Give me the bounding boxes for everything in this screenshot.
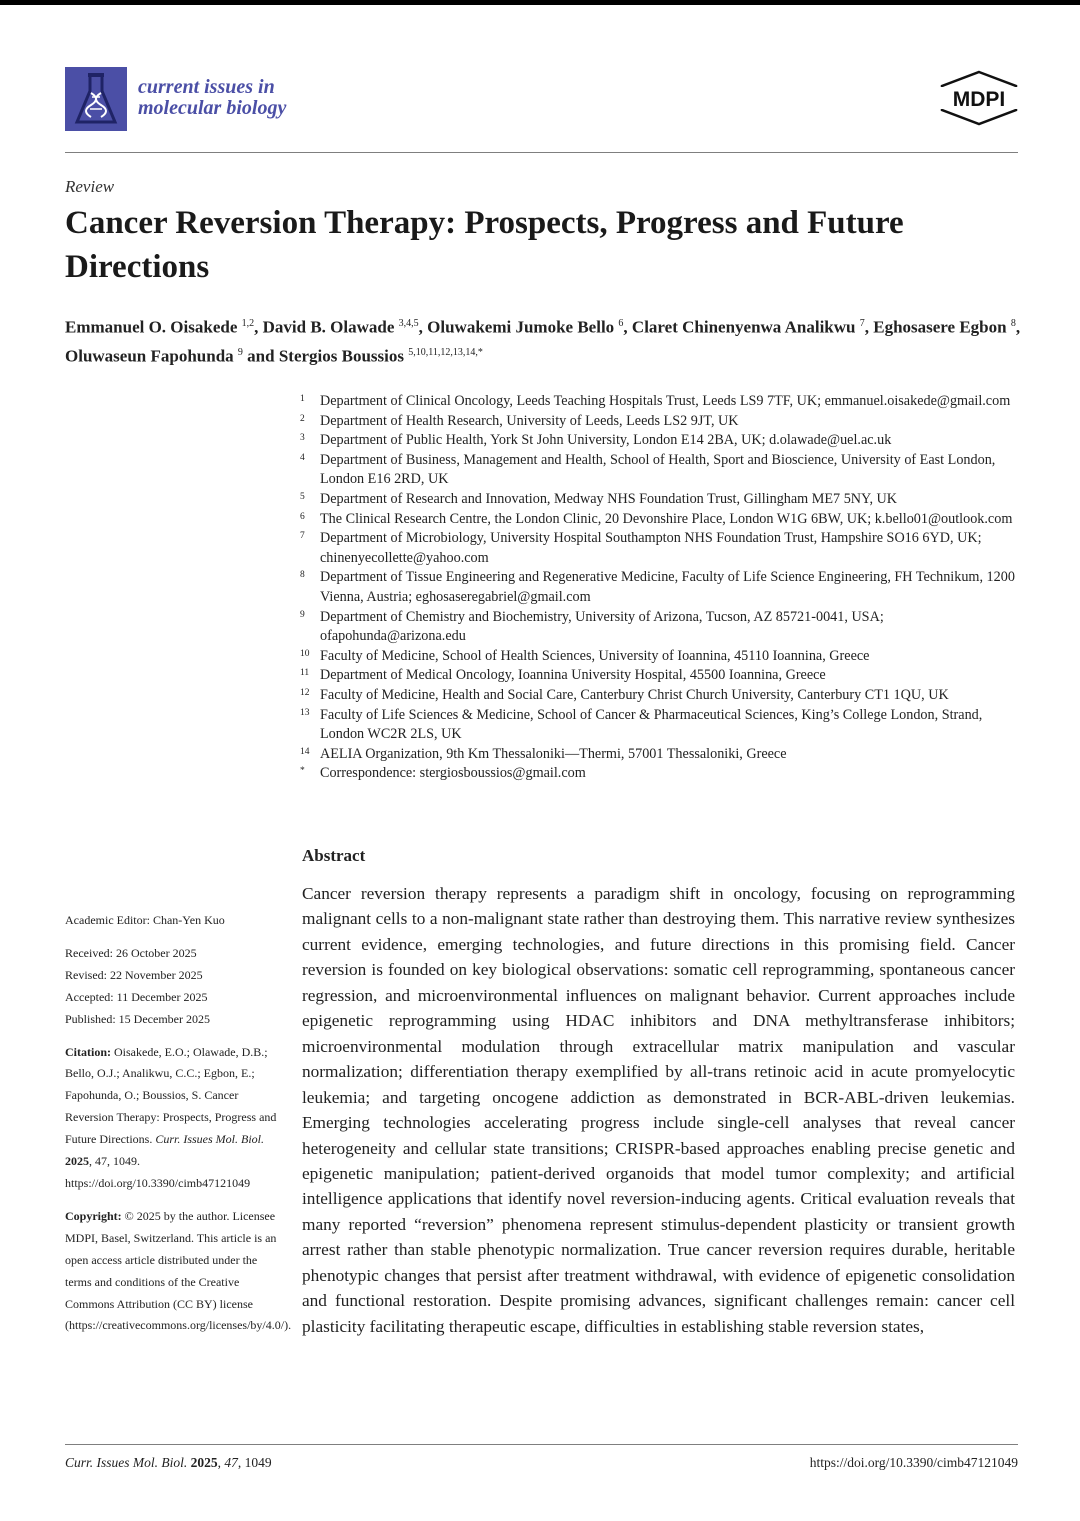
affiliation-number: 1 [300,394,305,404]
affiliations-list [300,392,1020,784]
copyright-label: Copyright: [65,1208,122,1223]
affiliation-item [300,764,1020,784]
footer-journal-abbr: Curr. Issues Mol. Biol. [65,1455,188,1470]
affiliation-text: Faculty of Life Sciences & Medicine, School of Cancer & Pharmaceutical Sciences, King’s College London, Strand, London WC2R 2LS, UK [320,706,983,743]
affiliation-item [300,666,1020,686]
affiliation-item [300,745,1020,765]
citation-rest: , 47, 1049. https://doi.org/10.3390/cimb47121049 [65,1154,251,1190]
affiliation-text: Department of Tissue Engineering and Regenerative Medicine, Faculty of Life Science Engineering, FH Technikum, 1200 Vienna, Austria; eghosaseregabriel@gmail.com [320,569,1015,605]
affiliation-number: 13 [300,707,310,718]
publisher-logo [936,70,1022,126]
affiliation-number: 8 [300,570,305,581]
affiliation-number: 3 [300,433,305,444]
accepted-date: Accepted: 11 December 2025 [65,989,208,1004]
article-info-sidebar [65,910,292,1337]
author-name: David B. Olawade [262,317,395,337]
footer-citation: Curr. Issues Mol. Biol. 2025, 47, 1049 [65,1455,272,1470]
affiliation-number: 10 [300,648,310,659]
author-name: Oluwaseun Fapohunda [65,346,234,366]
footer-doi-link[interactable]: https://doi.org/10.3390/cimb47121049 [809,1455,1018,1470]
footer-year: 2025 [190,1455,218,1470]
author-affil-ref: 9 [237,346,243,358]
affiliation-item [300,608,1020,647]
header-divider [65,152,1018,153]
affiliation-item [300,568,1020,607]
author-affil-ref: 7 [859,318,865,329]
affiliation-text: AELIA Organization, 9th Km Thessaloniki—Thermi, 57001 Thessaloniki, Greece [320,745,787,762]
affiliation-text: Faculty of Medicine, School of Health Sciences, University of Ioannina, 45110 Ioannina, Greece [320,647,870,664]
affiliation-text: The Clinical Research Centre, the London Clinic, 20 Devonshire Place, London W1G 6BW, UK; k.bello01@outlook.com [320,510,1013,527]
author-name: Emmanuel O. Oisakede [65,317,238,337]
abstract-heading: Abstract [302,846,366,865]
affiliation-item [300,490,1020,510]
author-name: Eghosasere Egbon [873,317,1007,337]
footer-article-number: , 1049 [237,1455,272,1470]
affiliation-number: 2 [300,413,305,424]
mdpi-logo-icon [936,70,1022,126]
affiliation-number: 7 [300,531,305,542]
affiliation-text: Department of Health Research, University of Leeds, Leeds LS2 9JT, UK [320,412,739,429]
journal-name-line1: current issues in [138,76,275,98]
copyright-text: © 2025 by the author. Licensee MDPI, Basel, Switzerland. This article is an open access article distributed under the terms and conditions of the Creative Commons Attribution (CC BY) license (https://creativecommons.org/licenses/by/4.0/). [65,1208,292,1333]
citation-block [65,1042,277,1195]
affiliation-text: Department of Microbiology, University Hospital Southampton NHS Foundation Trust, Hampshire SO16 6YD, UK; chinenyecollette@yahoo.com [320,530,982,566]
mdpi-logo-text: MDPI [952,88,1006,111]
footer-volume: 47 [224,1455,238,1470]
affiliation-item [300,686,1020,706]
affiliation-number: * [300,766,305,777]
affiliation-number: 12 [300,687,310,698]
citation-label: Citation: [65,1044,111,1059]
citation-journal: Curr. Issues Mol. Biol. [155,1132,265,1147]
author-affil-ref: 5,10,11,12,13,14,* [408,346,483,358]
affiliation-item [300,510,1020,530]
article-title: Cancer Reversion Therapy: Prospects, Progress and Future Directions [65,205,904,285]
academic-editor: Academic Editor: Chan-Yen Kuo [65,913,225,927]
author-affil-ref: 3,4,5 [398,318,419,329]
copyright-block [65,1206,292,1337]
footer-divider [65,1444,1018,1445]
affiliation-text: Faculty of Medicine, Health and Social Care, Canterbury Christ Church University, Canterbury CT1 1QU, UK [320,686,949,703]
author-list: Emmanuel O. Oisakede $^{1,2}$, David B. Olawade $^{3,4,5}$, Oluwakemi Jumoke Bello $^6$, Claret Chinenyenwa Analikwu $^7$, Eghosasere Egbon $^8$, Oluwaseun Fapohunda $^9$ and Stergios Boussios $^{5,10,11,12,13,14,*}$ [65,317,1021,366]
author-and: and [247,346,275,366]
affiliation-item [300,706,1020,745]
affiliation-text: Department of Business, Management and Health, School of Health, Sport and Bioscience, University of East London, London E16 2RD, UK [320,451,996,488]
affiliation-text: Department of Clinical Oncology, Leeds Teaching Hospitals Trust, Leeds LS9 7TF, UK; emmanuel.oisakede@gmail.com [320,393,1011,409]
journal-name [138,77,286,119]
author-name: Oluwakemi Jumoke Bello [427,317,615,337]
affiliation-number: 5 [300,491,305,502]
affiliation-item [300,647,1020,667]
affiliation-item [300,412,1020,432]
affiliation-item [300,431,1020,451]
author-name: Stergios Boussios [278,346,404,366]
affiliation-number: 4 [300,452,305,463]
abstract-body: Cancer reversion therapy represents a paradigm shift in oncology, focusing on reprogramming malignant cells to a non-malignant state rather than destroying them. This narrative review synthesizes current evidence, emerging technologies, and future directions in this promising field. Cancer reversion is founded on key biological observations: somatic cell reprogramming, spontaneous cancer regression, and microenvironmental influences on malignant behavior. Current approaches include epigenetic reprogramming using HDAC inhibitors and DNA methyltransferase inhibitors; microenvironmental modulation through extracellular matrix manipulation and vascular normalization; differentiation therapy exemplified by all-trans retinoic acid in acute promyelocytic leukemia; and targeting oncogene addiction as demonstrated in BCR-ABL-driven leukemias. Emerging technologies accelerating progress include single-cell analyses that reveal cancer heterogeneity and cellular state transitions; CRISPR-based approaches enabling precise genetic and epigenetic manipulation; patient-derived organoids that model tumor complexity; and artificial intelligence applications that identify novel reversion-inducing agents. Critical evaluation reveals that many reported “reversion” phenomena represent stimulus-dependent plasticity or transient growth arrest rather than stable phenotypic normalization. True cancer reversion requires durable, heritable phenotypic changes that persist after treatment withdrawal, with evidence of epigenetic consolidation and functional restoration. Despite promising advances, significant challenges remain: cancer cell plasticity facilitating therapeutic escape, difficulties in establishing stable reversion states, [302,884,1015,1336]
published-date: Published: 15 December 2025 [65,1011,210,1026]
author-affil-ref: 8 [1010,318,1016,329]
author-name: Claret Chinenyenwa Analikwu [631,317,856,337]
top-border [0,0,1080,5]
article-type: Review [65,177,115,196]
affiliation-number: 11 [300,668,310,679]
affiliation-number: 6 [300,511,305,522]
received-date: Received: 26 October 2025 [65,945,197,960]
affiliation-number: 9 [300,609,305,620]
journal-name-line2: molecular biology [138,97,287,119]
citation-text: Oisakede, E.O.; Olawade, D.B.; Bello, O.J.; Analikwu, C.C.; Egbon, E.; Fapohunda, O.; Boussios, S. Cancer Reversion Therapy: Prospects, Progress and Future Directions. [65,1044,277,1147]
affiliation-number: 14 [300,746,310,757]
author-affil-ref: 1,2 [241,318,255,329]
affiliation-item [300,529,1020,568]
affiliation-item [300,392,1020,412]
affiliation-text: Department of Medical Oncology, Ioannina University Hospital, 45500 Ioannina, Greece [320,667,826,684]
flask-dna-icon [65,67,127,131]
author-affil-ref: 6 [618,318,624,329]
affiliation-text: Department of Research and Innovation, Medway NHS Foundation Trust, Gillingham ME7 5NY, UK [320,490,898,507]
revised-date: Revised: 22 November 2025 [65,967,203,982]
affiliation-text: Department of Chemistry and Biochemistry, University of Arizona, Tucson, AZ 85721-0041, USA; ofapohunda@arizona.edu [320,608,884,645]
affiliation-text: Correspondence: stergiosboussios@gmail.com [320,765,586,782]
citation-year: 2025 [65,1154,89,1169]
affiliation-text: Department of Public Health, York St John University, London E14 2BA, UK; d.olawade@uel.ac.uk [320,432,892,449]
journal-logo [65,67,127,131]
affiliation-item [300,451,1020,490]
